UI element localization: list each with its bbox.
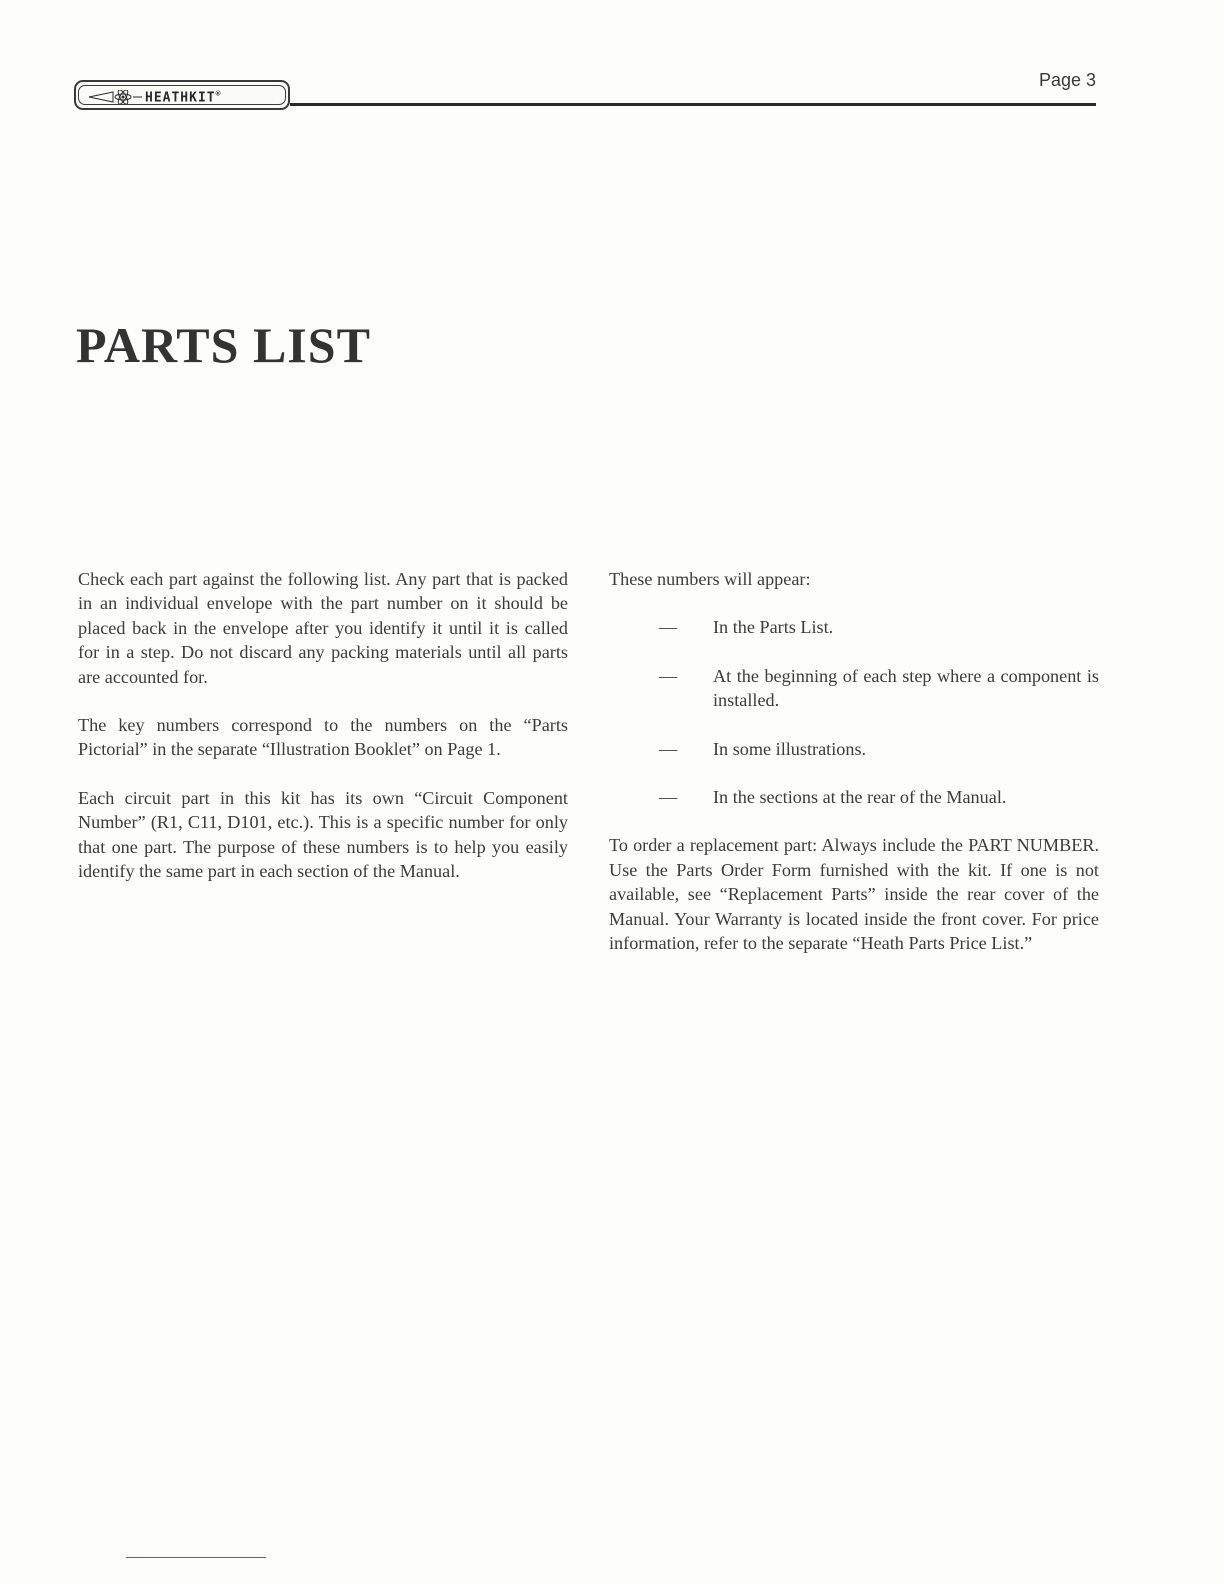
footer-rule (126, 1557, 266, 1558)
list-item-text: In the Parts List. (713, 617, 834, 638)
page-number: Page 3 (1038, 70, 1096, 90)
list-item (609, 737, 1099, 761)
list-item (609, 785, 1099, 809)
paragraph-circuit-component-number: Each circuit part in this kit has its own “Circuit Component Number” (R1, C11, D101, etc.). This is a specific number for only that one part. The purpose of these numbers is to help you easily identify the same part in each section of the Manual. (78, 787, 568, 882)
page-title: PARTS LIST (76, 317, 371, 373)
numbers-intro: These numbers will appear: (609, 569, 811, 589)
list-item (609, 615, 1099, 639)
logo-frame (78, 85, 286, 105)
left-column (78, 567, 568, 907)
dash-list (609, 615, 1099, 809)
registered-mark: ® (215, 89, 222, 98)
paragraph-check-parts: Check each part against the following list. Any part that is packed in an individual envelope with the part number on it should be placed back in the envelope after you identify it until it is called for in a step. Do not discard any packing materials until all parts are accounted for. (78, 569, 568, 687)
dash-bullet: — (659, 787, 678, 808)
list-item-text: At the beginning of each step where a component is installed. (713, 665, 1099, 711)
paragraph-key-numbers: The key numbers correspond to the numbers on the “Parts Pictorial” in the separate “Illustration Booklet” on Page 1. (78, 715, 568, 760)
logo-text: HEATHKIT (145, 90, 216, 106)
list-item-text: In some illustrations. (713, 738, 867, 759)
header-rule (290, 103, 1096, 106)
paragraph-order-replacement: To order a replacement part: Always include the PART NUMBER. Use the Parts Order Form furnished with the kit. If one is not available, see “Replacement Parts” inside the rear cover of the Manual. Your Warranty is located inside the front cover. For price information, refer to the separate “Heath Parts Price List.” (609, 835, 1099, 954)
atom-emblem-icon (87, 90, 143, 104)
heathkit-logo (74, 80, 290, 110)
dash-bullet: — (659, 738, 678, 759)
list-item-text: In the sections at the rear of the Manual. (713, 787, 1007, 808)
list-item (609, 664, 1099, 713)
dash-bullet: — (659, 617, 678, 638)
right-column (609, 567, 1099, 979)
dash-bullet: — (659, 665, 678, 686)
